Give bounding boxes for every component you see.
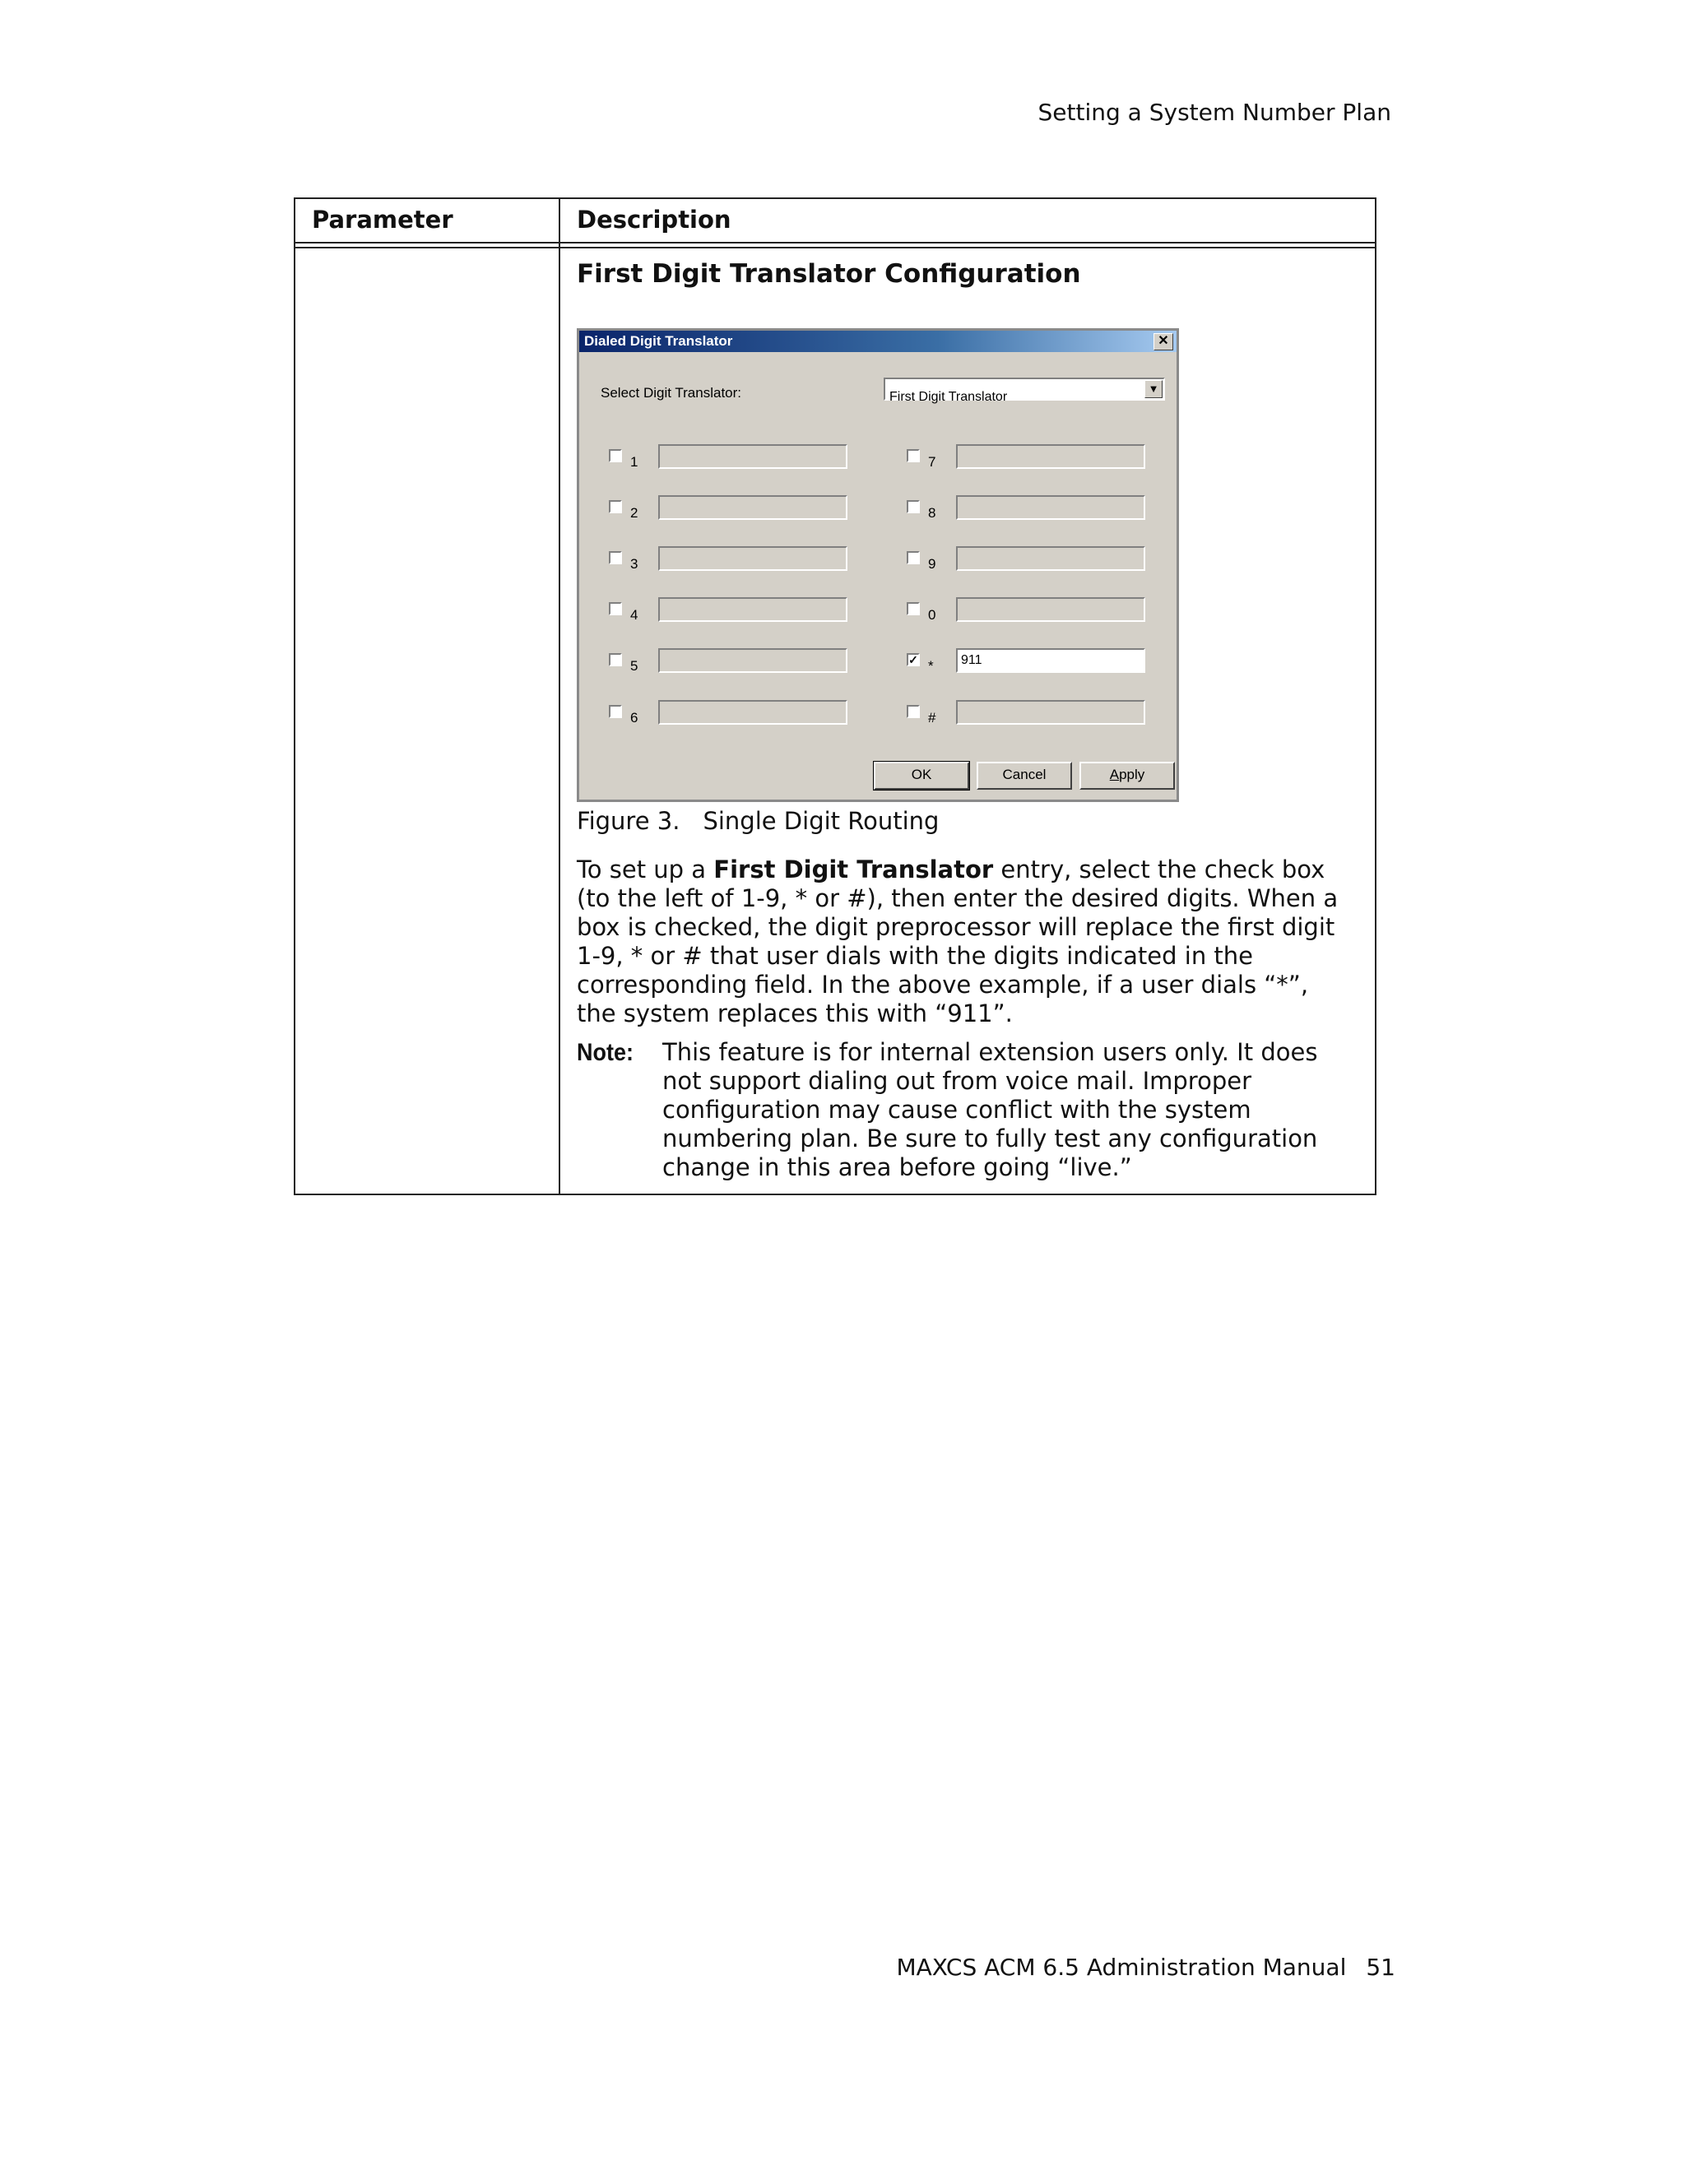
digit-checkbox[interactable] bbox=[609, 500, 622, 513]
digit-checkbox[interactable] bbox=[907, 705, 920, 718]
paragraph-bold-term: First Digit Translator bbox=[713, 856, 994, 883]
digit-row bbox=[609, 700, 856, 725]
ok-button[interactable]: OK bbox=[874, 762, 969, 790]
digit-checkbox[interactable] bbox=[907, 602, 920, 615]
digit-replacement-field[interactable]: 911 bbox=[956, 648, 1145, 673]
digit-row bbox=[907, 700, 1154, 725]
select-translator-label: Select Digit Translator: bbox=[601, 385, 742, 401]
digit-label: 9 bbox=[928, 556, 936, 572]
digit-label: 2 bbox=[630, 505, 638, 521]
manual-title: MAXCS ACM 6.5 Administration Manual bbox=[896, 1954, 1347, 1981]
digit-checkbox[interactable] bbox=[907, 500, 920, 513]
table-row bbox=[295, 248, 1376, 1194]
digit-row bbox=[907, 444, 1154, 469]
description-cell bbox=[559, 248, 1376, 1194]
digit-row bbox=[609, 546, 856, 571]
digit-checkbox[interactable] bbox=[609, 551, 622, 564]
apply-mnemonic: A bbox=[1109, 767, 1120, 782]
digit-checkbox[interactable]: ✓ bbox=[907, 653, 920, 666]
digit-label: # bbox=[928, 710, 936, 726]
digit-replacement-field[interactable] bbox=[658, 700, 847, 725]
digit-replacement-field[interactable] bbox=[956, 495, 1145, 520]
digit-row bbox=[907, 495, 1154, 520]
close-icon[interactable]: ✕ bbox=[1154, 333, 1173, 350]
digit-replacement-field[interactable] bbox=[658, 648, 847, 673]
digit-checkbox[interactable] bbox=[609, 449, 622, 462]
dialog-title: Dialed Digit Translator bbox=[584, 333, 733, 349]
digit-replacement-field[interactable] bbox=[956, 444, 1145, 469]
digit-checkbox[interactable] bbox=[609, 653, 622, 666]
cancel-button[interactable]: Cancel bbox=[977, 762, 1072, 790]
page-footer bbox=[896, 1954, 1395, 1981]
digit-row bbox=[907, 546, 1154, 571]
digit-label: 4 bbox=[630, 607, 638, 623]
dialed-digit-translator-dialog bbox=[577, 328, 1179, 802]
figure-number: Figure 3. bbox=[577, 807, 680, 835]
description-column-header: Description bbox=[559, 198, 1376, 243]
dialog-titlebar bbox=[579, 331, 1177, 352]
digit-replacement-field[interactable] bbox=[658, 444, 847, 469]
note-label: Note: bbox=[577, 1039, 634, 1066]
digit-label: 3 bbox=[630, 556, 638, 572]
digit-replacement-field[interactable] bbox=[658, 597, 847, 622]
chevron-down-icon[interactable]: ▼ bbox=[1144, 380, 1163, 398]
digit-row bbox=[609, 597, 856, 622]
digit-replacement-field[interactable] bbox=[658, 546, 847, 571]
digit-label: 7 bbox=[928, 454, 936, 470]
digit-label: 5 bbox=[630, 658, 638, 674]
digit-row bbox=[609, 648, 856, 673]
note-text: This feature is for internal extension users only. It does not support dialing out from voice mail. Improper configuration may cause conflict with the system numbering plan. Be sure to fully test any configuration change in this area before going “live.” bbox=[662, 1038, 1318, 1181]
digit-label: 0 bbox=[928, 607, 936, 623]
note-block bbox=[577, 1038, 1352, 1182]
body-paragraph bbox=[577, 856, 1352, 1028]
page-number: 51 bbox=[1366, 1954, 1395, 1981]
digit-label: 1 bbox=[630, 454, 638, 470]
digit-checkbox[interactable] bbox=[609, 705, 622, 718]
running-header: Setting a System Number Plan bbox=[1037, 99, 1391, 126]
parameter-column-header: Parameter bbox=[295, 198, 559, 243]
digit-replacement-field[interactable] bbox=[956, 546, 1145, 571]
digit-row bbox=[609, 444, 856, 469]
digit-label: * bbox=[928, 658, 934, 674]
digit-row bbox=[907, 597, 1154, 622]
digit-checkbox[interactable] bbox=[907, 551, 920, 564]
digit-checkbox[interactable] bbox=[907, 449, 920, 462]
digit-replacement-field[interactable] bbox=[956, 700, 1145, 725]
section-heading: First Digit Translator Configuration bbox=[577, 259, 1081, 289]
digit-checkbox[interactable] bbox=[609, 602, 622, 615]
figure-caption bbox=[577, 807, 1352, 836]
translator-select-value: First Digit Translator bbox=[889, 390, 1008, 404]
digit-label: 8 bbox=[928, 505, 936, 521]
paragraph-text: To set up a bbox=[577, 856, 714, 883]
translator-select[interactable] bbox=[884, 378, 1165, 404]
digit-replacement-field[interactable] bbox=[658, 495, 847, 520]
figure-title: Single Digit Routing bbox=[703, 807, 940, 835]
digit-row bbox=[907, 648, 1154, 673]
table-header-row bbox=[295, 198, 1376, 243]
parameter-cell bbox=[295, 248, 559, 1194]
paragraph-text: entry, select the check box (to the left of 1-9, * or #), then enter the desired digits. When a box is checked, the digit preprocessor will replace the first digit 1-9, * or # that user dials with the digits indicated in the corresponding field. In the above example, if a user dials “*”, the system replaces this with “911”. bbox=[577, 856, 1339, 1027]
parameter-table bbox=[294, 197, 1376, 1195]
digit-replacement-field[interactable] bbox=[956, 597, 1145, 622]
digit-row bbox=[609, 495, 856, 520]
apply-button[interactable]: Apply bbox=[1079, 762, 1175, 790]
digit-label: 6 bbox=[630, 710, 638, 726]
